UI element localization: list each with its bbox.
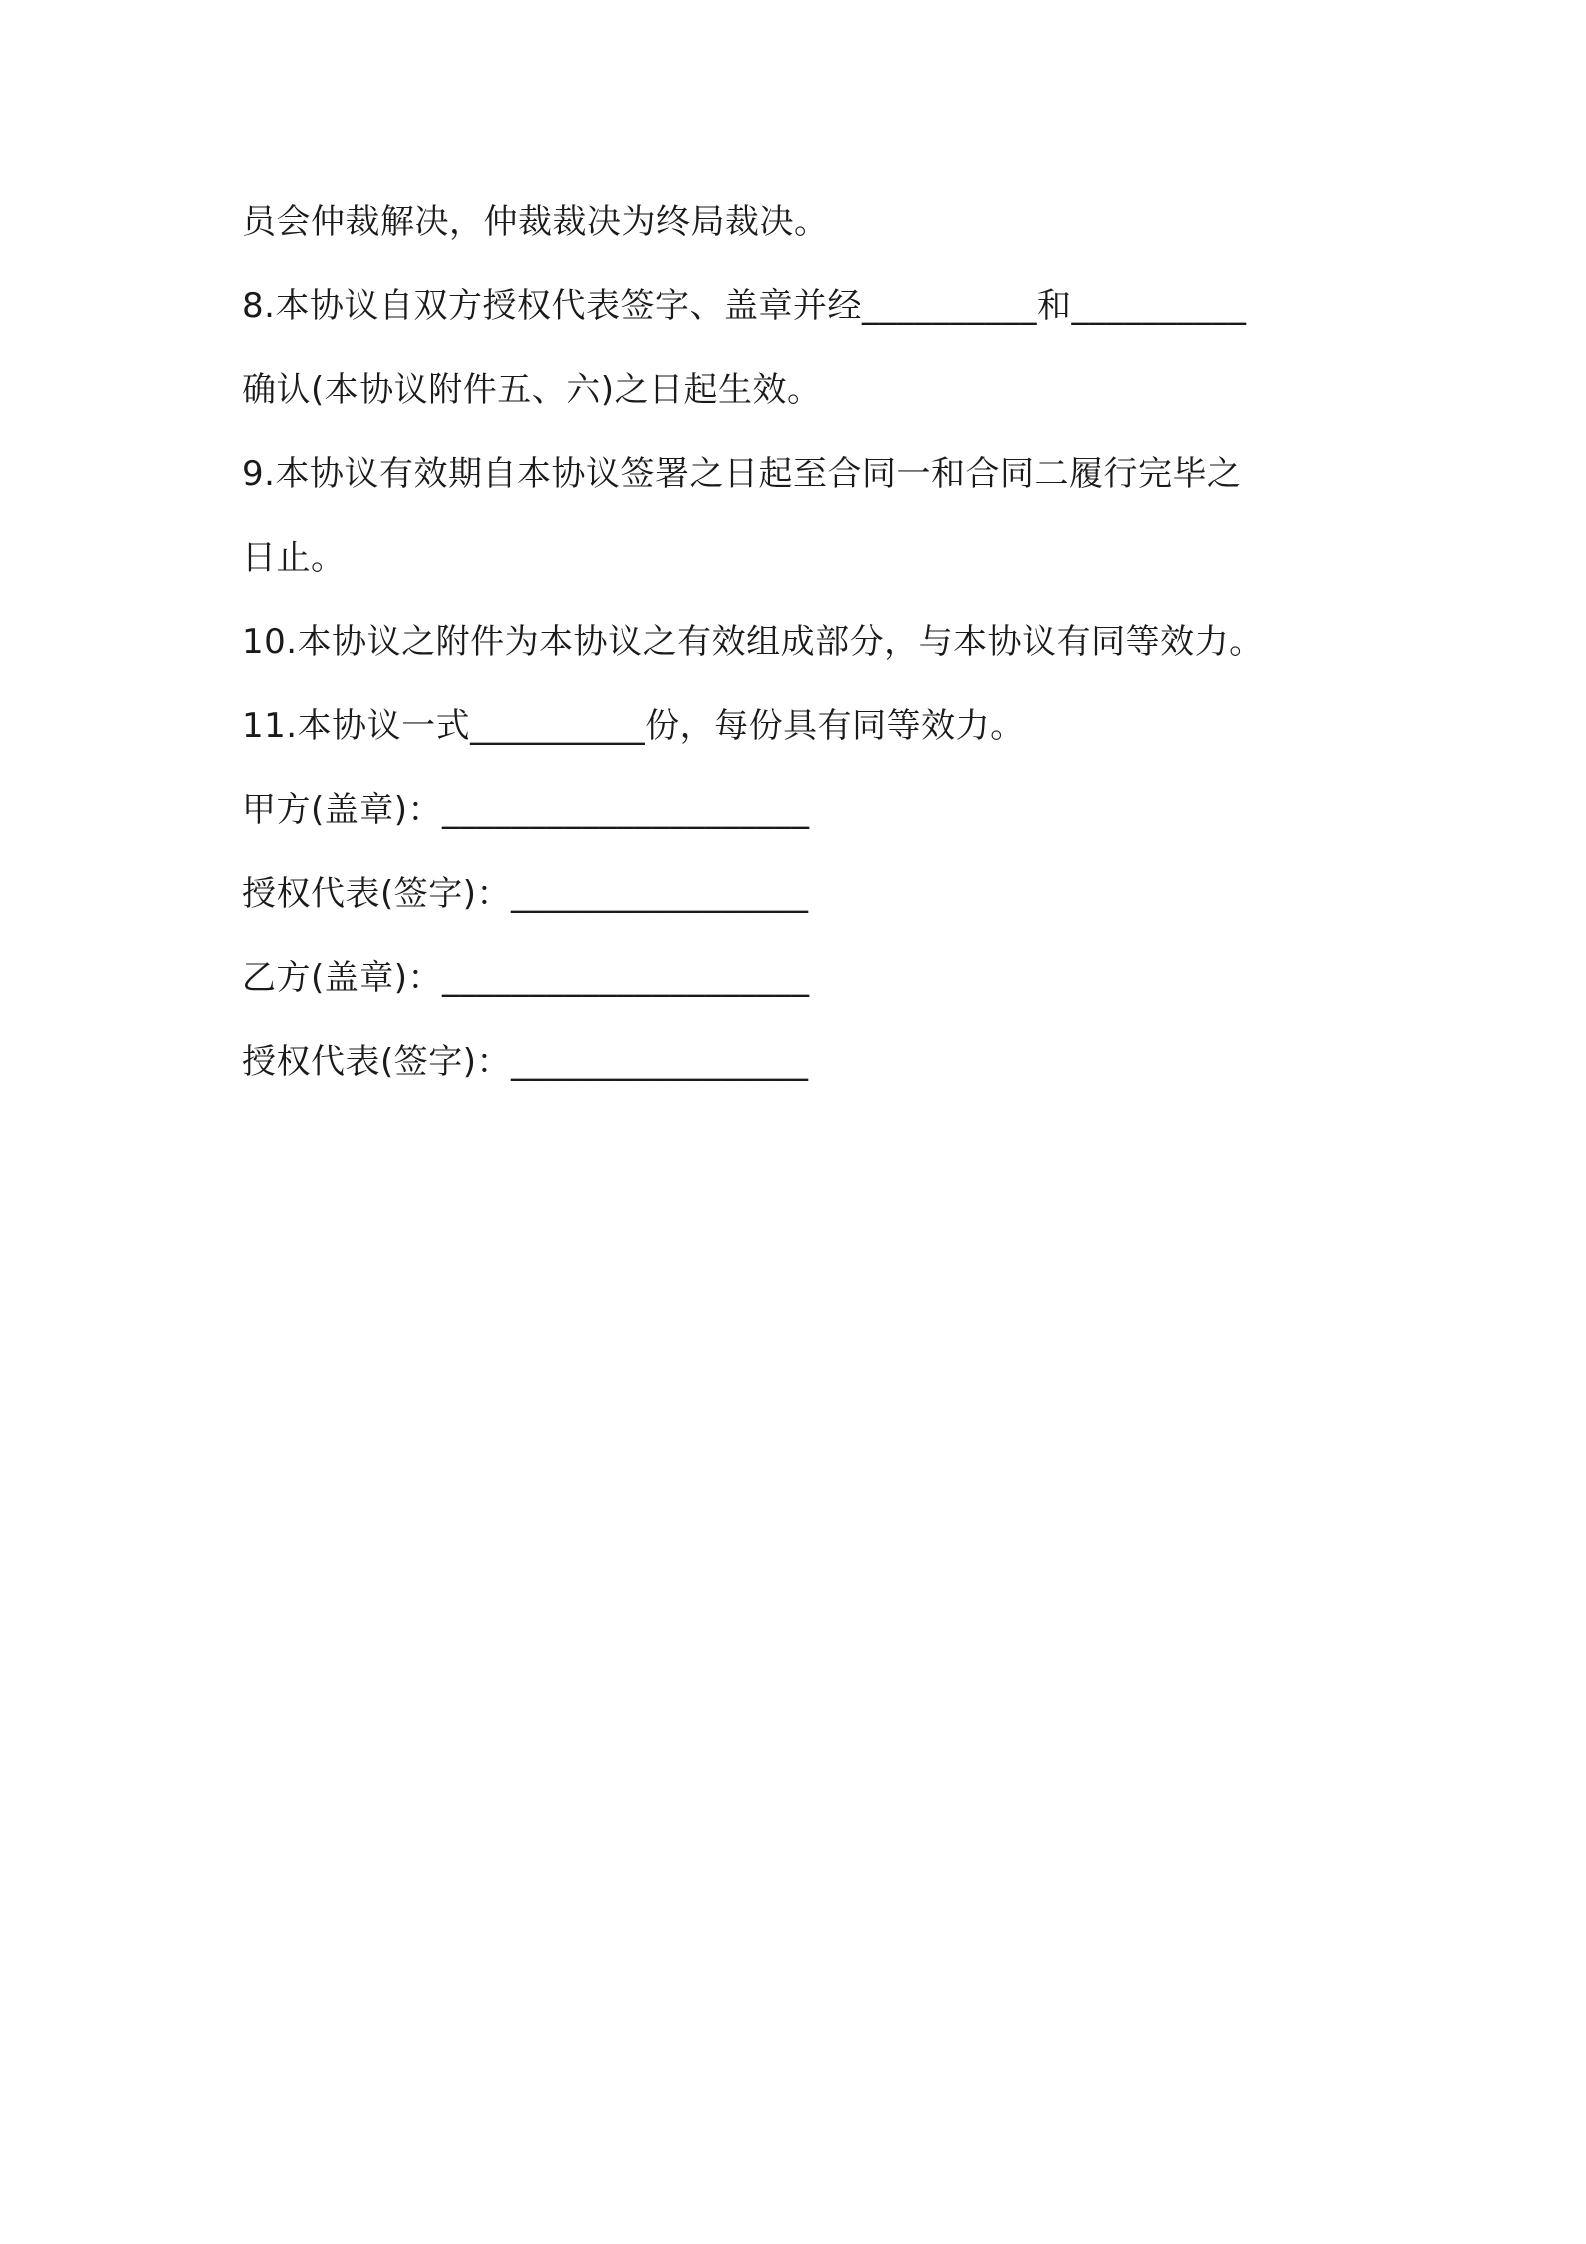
- party-b-seal-line: 乙方(盖章)：_____________________: [242, 958, 810, 998]
- clause-8-line-1: 8.本协议自双方授权代表签字、盖章并经__________和__________: [242, 286, 1247, 326]
- document-body: [242, 200, 1352, 1084]
- party-b-representative-line: 授权代表(签字)：_________________: [242, 1042, 809, 1082]
- clause-8-line-2: 确认(本协议附件五、六)之日起生效。: [242, 370, 822, 410]
- clause-11: 11.本协议一式__________份，每份具有同等效力。: [242, 706, 1025, 746]
- clause-10: 10.本协议之附件为本协议之有效组成部分，与本协议有同等效力。: [242, 622, 1264, 662]
- party-a-representative-line: 授权代表(签字)：_________________: [242, 874, 809, 914]
- clause-9-line-2: 日止。: [242, 538, 346, 578]
- clause-9-line-1: 9.本协议有效期自本协议签署之日起至合同一和合同二履行完毕之: [242, 454, 1242, 494]
- party-a-seal-line: 甲方(盖章)：_____________________: [242, 790, 810, 830]
- paragraph-arbitration-continuation: 员会仲裁解决，仲裁裁决为终局裁决。: [242, 202, 829, 242]
